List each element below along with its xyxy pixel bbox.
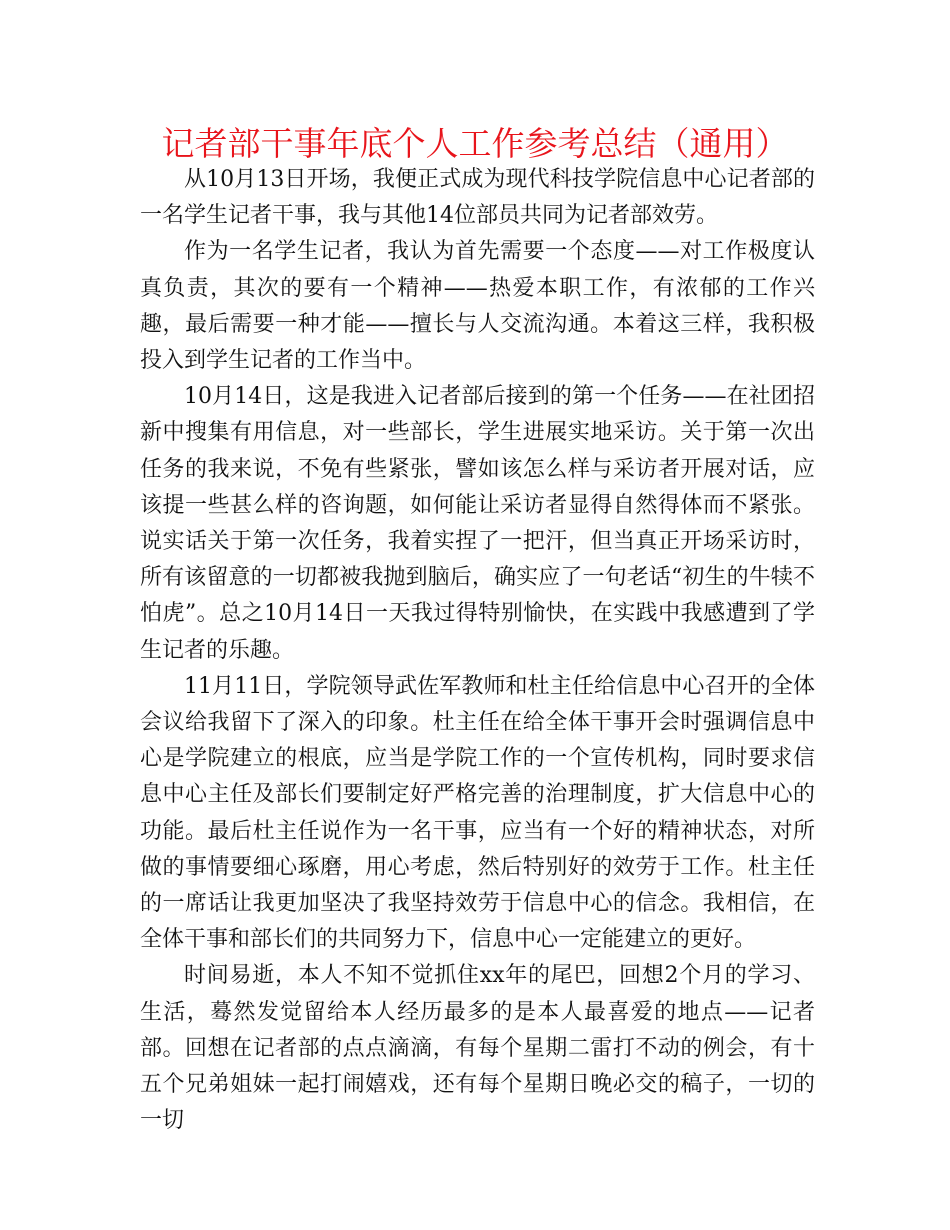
paragraph-3: 10月14日，这是我进入记者部后接到的第一个任务——在社团招新中搜集有用信息，对一些部长，学生进展实地采访。关于第一次出任务的我来说，不免有些紧张，譬如该怎么样与采访者开展对话，应该提一些甚么样的咨询题，如何能让采访者显得自然得体而不紧张。说实话关于第一次任务，我着实捏了一把汗，但当真正开场采访时，所有该留意的一切都被我抛到脑后，确实应了一句老话“初生的牛犊不怕虎”。总之10月14日一天我过得特别愉快，在实践中我感遭到了学生记者的乐趣。 [140,384,815,663]
paragraph-4: 11月11日，学院领导武佐军教师和杜主任给信息中心召开的全体会议给我留下了深入的印象。杜主任在给全体干事开会时强调信息中心是学院建立的根底，应当是学院工作的一个宣传机构，同时要求信息中心主任及部长们要制定好严格完善的治理制度，扩大信息中心的功能。最后杜主任说作为一名干事，应当有一个好的精神状态，对所做的事情要细心琢磨，用心考虑，然后特别好的效劳于工作。杜主任的一席话让我更加坚决了我坚持效劳于信息中心的信念。我相信，在全体干事和部长们的共同努力下，信息中心一定能建立的更好。 [140,673,815,953]
paragraph-1: 从10月13日开场，我便正式成为现代科技学院信息中心记者部的一名学生记者干事，我与其他14位部员共同为记者部效劳。 [140,167,815,229]
document-title: 记者部干事年底个人工作参考总结（通用） [161,124,789,163]
document-body [140,162,815,1139]
paragraph-2: 作为一名学生记者，我认为首先需要一个态度——对工作极度认真负责，其次的要有一个精神——热爱本职工作，有浓郁的工作兴趣，最后需要一种才能——擅长与人交流沟通。本着这三样，我积极投入到学生记者的工作当中。 [140,239,815,374]
paragraph-5: 时间易逝，本人不知不觉抓住xx年的尾巴，回想2个月的学习、生活，蓦然发觉留给本人经历最多的是本人最喜爱的地点——记者部。回想在记者部的点点滴滴，有每个星期二雷打不动的例会，有十五个兄弟姐妹一起打闹嬉戏，还有每个星期日晚必交的稿子，一切的一切 [140,963,815,1134]
